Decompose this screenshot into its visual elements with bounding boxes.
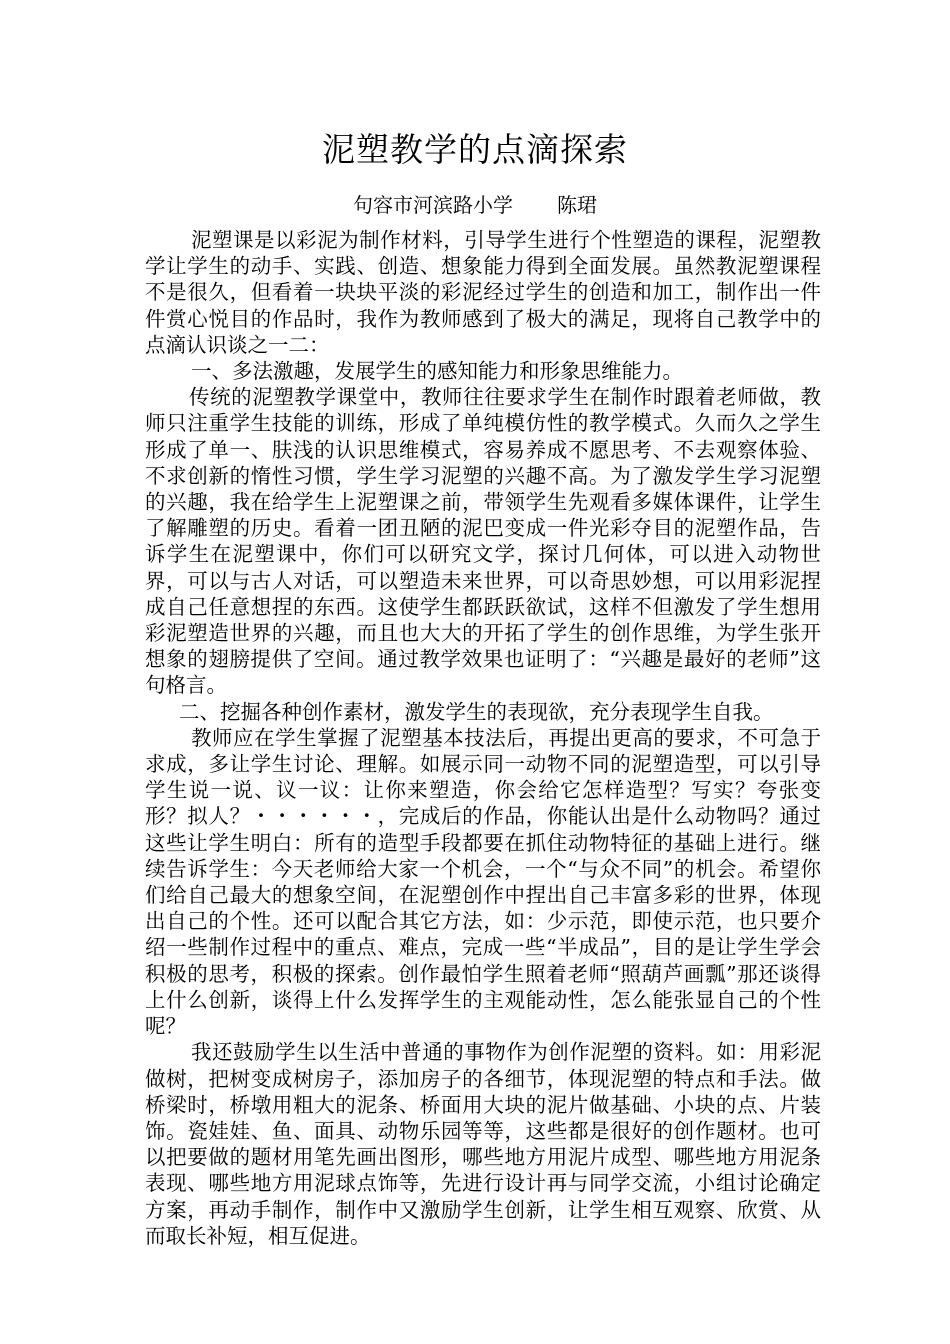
- document-title: 泥塑教学的点滴探索: [322, 130, 628, 169]
- section-heading-2: 二、挖掘各种创作素材，激发学生的表现欲，充分表现学生自我。: [179, 699, 774, 724]
- author-name: 陈珺: [557, 193, 597, 217]
- paragraph-section-1: 传统的泥塑教学课堂中，教师往往要求学生在制作时跟着老师做，教师只注重学生技能的训练，形成了单纯模仿性的教学模式。久而久之学生形成了单一、肤浅的认识思维模式，容易养成不愿思考、不去观察体验、不求创新的惰性习惯，学生学习泥塑的兴趣不高。为了激发学生学习泥塑的兴趣，我在给学生上泥塑课之前，带领学生先观看多媒体课件，让学生了解雕塑的历史。看着一团丑陋的泥巴变成一件光彩夺目的泥塑作品，告诉学生在泥塑课中，你们可以研究文学，探讨几何体，可以进入动物世界，可以与古人对话，可以塑造未来世界，可以奇思妙想，可以用彩泥捏成自己任意想捏的东西。这使学生都跃跃欲试，这样不但激发了学生想用彩泥塑造世界的兴趣，而且也大大的开拓了学生的创作思维，为学生张开想象的翅膀提供了空间。通过教学效果也证明了：“兴趣是最好的老师”这句格言。: [145, 385, 821, 698]
- paragraph-section-2a: 教师应在学生掌握了泥塑基本技法后，再提出更高的要求，不可急于求成，多让学生讨论、理解。如展示同一动物不同的泥塑造型，可以引导学生说一说、议一议：让你来塑造，你会给它怎样造型？写实？夸张变形？拟人？・・・・・・，完成后的作品，你能认出是什么动物吗？通过这些让学生明白：所有的造型手段都要在抓住动物特征的基础上进行。继续告诉学生：今天老师给大家一个机会，一个“与众不同”的机会。希望你们给自己最大的想象空间，在泥塑创作中捏出自己丰富多彩的世界，体现出自己的个性。还可以配合其它方法，如：少示范，即使示范，也只要介绍一些制作过程中的重点、难点，完成一些“半成品”，目的是让学生学会积极的思考，积极的探索。创作最怕学生照着老师“照葫芦画瓢”那还谈得上什么创新，谈得上什么发挥学生的主观能动性，怎么能张显自己的个性呢？: [145, 725, 821, 1039]
- document-body: [145, 227, 821, 1249]
- paragraph-section-2b: 我还鼓励学生以生活中普通的事物作为创作泥塑的资料。如：用彩泥做树，把树变成树房子，添加房子的各细节，体现泥塑的特点和手法。做桥梁时，桥墩用粗大的泥条、桥面用大块的泥片做基础、小块的点、片装饰。瓷娃娃、鱼、面具、动物乐园等等，这些都是很好的创作题材。也可以把要做的题材用笔先画出图形，哪些地方用泥片成型、哪些地方用泥条表现、哪些地方用泥球点饰等，先进行设计再与同学交流，小组讨论确定方案，再动手制作，制作中又激励学生创新，让学生相互观察、欣赏、从而取长补短，相互促进。: [145, 1040, 821, 1248]
- school-name: 句容市河滨路小学: [353, 193, 513, 217]
- byline: [0, 191, 950, 219]
- section-heading-1: 一、多法激趣，发展学生的感知能力和形象思维能力。: [191, 359, 683, 384]
- paragraph-intro: 泥塑课是以彩泥为制作材料，引导学生进行个性塑造的课程，泥塑教学让学生的动手、实践、创造、想象能力得到全面发展。虽然教泥塑课程不是很久，但看着一块块平淡的彩泥经过学生的创造和加工，制作出一件件赏心悦目的作品时，我作为教师感到了极大的满足，现将自己教学中的点滴认识谈之一二：: [145, 228, 821, 357]
